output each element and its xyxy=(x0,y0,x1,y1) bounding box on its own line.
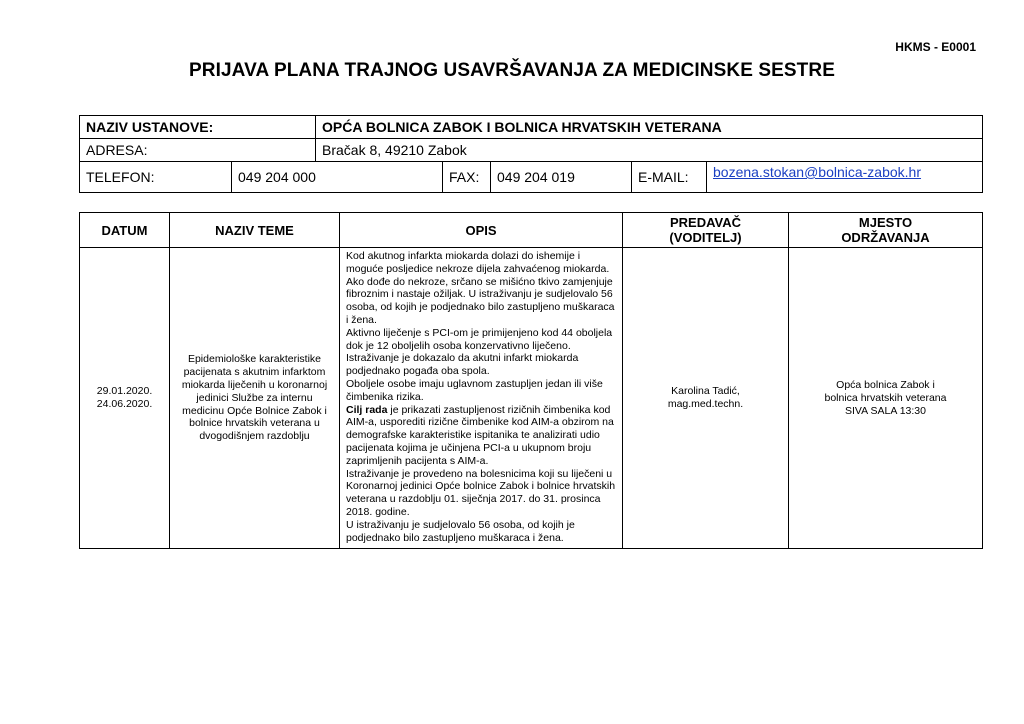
opis-paragraph-3: Istraživanje je dokazalo da akutni infarkt miokarda podjednako pogađa oba spola. xyxy=(346,352,579,378)
opis-paragraph-6: U istraživanju je sudjelovalo 56 osoba, od kojih je podjednako bilo zastupljeno muškaraca i žena. xyxy=(346,518,575,544)
header-predavac-line1: PREDAVAČ xyxy=(669,215,742,230)
header-mjesto xyxy=(789,213,983,248)
predavac-title: mag.med.techn. xyxy=(667,398,744,411)
opis-cilj xyxy=(346,404,618,468)
adresa-value: Bračak 8, 49210 Zabok xyxy=(316,139,983,162)
predavac-name: Karolina Tadić, xyxy=(671,385,740,398)
document-code: HKMS - E0001 xyxy=(895,40,976,54)
naziv-label: NAZIV USTANOVE: xyxy=(80,116,316,139)
email-link[interactable]: bozena.stokan@bolnica-zabok.hr xyxy=(707,162,983,193)
fax-value: 049 204 019 xyxy=(491,162,632,193)
header-opis: OPIS xyxy=(340,213,623,248)
header-mjesto-line1: MJESTO xyxy=(858,215,913,230)
cell-mjesto xyxy=(789,248,983,549)
cell-opis xyxy=(340,248,623,549)
training-plan-table xyxy=(79,212,983,549)
opis-cilj-label: Cilj rada xyxy=(346,403,388,416)
date-end: 24.06.2020. xyxy=(96,398,153,411)
opis-cilj-text: je prikazati zastupljenost rizičnih čimbenika kod AIM-a, usporediti rizične čimbenike kod AIM-a obzirom na demografske karakteristike ispitanika te analizirati udio pacijenata kojima je učinjena PCI-a u ukupnom broju zaprimljenih pacijenta s AIM-a. xyxy=(346,403,614,467)
header-row xyxy=(80,213,983,248)
telefon-label: TELEFON: xyxy=(80,162,232,193)
date-start: 29.01.2020. xyxy=(96,385,153,398)
fax-label: FAX: xyxy=(443,162,491,193)
cell-datum xyxy=(80,248,170,549)
institution-info-table xyxy=(79,115,983,193)
header-datum: DATUM xyxy=(80,213,170,248)
mjesto-line3: SIVA SALA 13:30 xyxy=(845,404,926,417)
opis-paragraph-1: Kod akutnog infarkta miokarda dolazi do ishemije i moguće posljedice nekroze dijela zahvaćenog miokarda. Ako dođe do nekroze, srčano se mišićno tkivo zamjenjuje fibroznim i nastaje ožiljak. U istraživanju je sudjelovalo 56 osoba, od kojih je podjednako bilo zastupljeno muškaraca i žena. xyxy=(346,250,615,326)
mjesto-line2: bolnica hrvatskih veterana xyxy=(824,391,947,404)
opis-paragraph-4: Oboljele osobe imaju uglavnom zastupljen jedan ili više čimbenika rizika. xyxy=(346,377,603,403)
header-tema: NAZIV TEME xyxy=(170,213,340,248)
page-title: PRIJAVA PLANA TRAJNOG USAVRŠAVANJA ZA MEDICINSKE SESTRE xyxy=(189,60,835,81)
header-predavac xyxy=(623,213,789,248)
adresa-label: ADRESA: xyxy=(80,139,316,162)
opis-paragraph-5: Istraživanje je provedeno na bolesnicima koji su liječeni u Koronarnoj jedinici Opće bolnice Zabok i bolnice hrvatskih veterana u razdoblju 01. siječnja 2017. do 31. prosinca 2018. godine. xyxy=(346,467,616,518)
opis-paragraph-2: Aktivno liječenje s PCI-om je primijenjeno kod 44 oboljela dok je 12 oboljelih osoba konzervativno liječeno. xyxy=(346,326,613,352)
naziv-value: OPĆA BOLNICA ZABOK I BOLNICA HRVATSKIH VETERANA xyxy=(316,116,983,139)
mjesto-line1: Opća bolnica Zabok i xyxy=(836,378,935,391)
header-predavac-line2: (VODITELJ) xyxy=(669,230,742,245)
cell-predavac xyxy=(623,248,789,549)
telefon-value: 049 204 000 xyxy=(232,162,443,193)
header-mjesto-line2: ODRŽAVANJA xyxy=(841,230,930,245)
cell-tema: Epidemiološke karakteristike pacijenata s akutnim infarktom miokarda liječenih u koronarnoj jedinici Službe za internu medicinu Opće Bolnice Zabok i bolnice hrvatskih veterana u dvogodišnjem razdoblju xyxy=(170,248,340,549)
email-label: E-MAIL: xyxy=(632,162,707,193)
table-row xyxy=(80,248,983,549)
